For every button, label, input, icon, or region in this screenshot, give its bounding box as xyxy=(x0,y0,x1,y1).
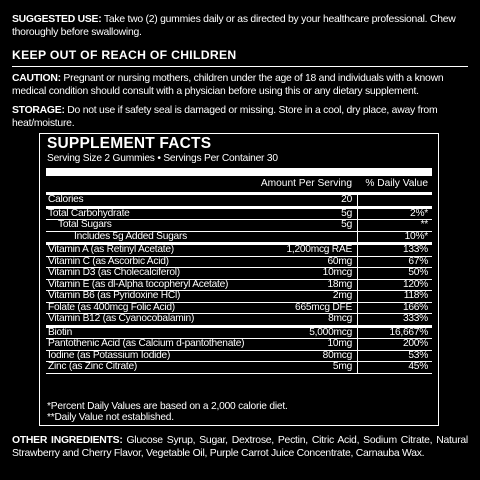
column-separator xyxy=(357,362,358,374)
storage-paragraph xyxy=(12,104,468,130)
facts-title: SUPPLEMENT FACTS xyxy=(47,135,212,152)
column-separator xyxy=(357,339,358,351)
amount-per-serving-header: Amount Per Serving xyxy=(260,178,352,189)
nutrient-daily-value: 45% xyxy=(408,361,428,372)
nutrient-daily-value: 16,667% xyxy=(389,326,428,338)
nutrient-name: Vitamin C (as Ascorbic Acid) xyxy=(48,255,169,267)
nutrient-row xyxy=(46,268,432,280)
nutrient-name: Vitamin E (as dl-Alpha tocopheryl Acetate) xyxy=(48,278,229,290)
nutrient-name: Folate (as 400mcg Folic Acid) xyxy=(48,301,175,313)
nutrient-amount: 5mg xyxy=(332,361,352,372)
nutrient-amount: 1,200mcg RAE xyxy=(286,244,352,255)
nutrient-row xyxy=(46,245,432,257)
column-separator xyxy=(357,245,358,257)
storage-label: STORAGE: xyxy=(12,105,65,116)
column-separator xyxy=(357,220,358,232)
divider xyxy=(12,66,468,67)
column-separator xyxy=(357,195,358,207)
nutrient-amount: 5g xyxy=(341,219,352,230)
other-ingredients-paragraph xyxy=(12,434,468,460)
nutrient-name: Zinc (as Zinc Citrate) xyxy=(48,361,138,372)
nutrient-amount: 10mg xyxy=(327,338,352,349)
facts-thick-bar xyxy=(46,168,432,176)
footnote-not-established: **Daily Value not established. xyxy=(47,412,174,423)
nutrient-name: Vitamin D3 (as Cholecalciferol) xyxy=(48,267,180,278)
caution-paragraph xyxy=(12,72,468,98)
column-separator xyxy=(357,280,358,292)
other-ingredients-text: Glucose Syrup, Sugar, Dextrose, Pectin, Citric Acid, Sodium Citrate, Natural Strawberry and Cherry Flavor, Vegetable Oil, Purple Carrot Juice Concentrate, Carnauba Wax. xyxy=(12,435,468,459)
nutrient-daily-value: 133% xyxy=(402,244,428,255)
nutrient-daily-value: ** xyxy=(420,219,428,230)
nutrient-daily-value: 53% xyxy=(408,349,428,361)
nutrient-row xyxy=(46,220,432,232)
nutrient-name: Vitamin B12 (as Cyanocobalamin) xyxy=(48,313,195,324)
nutrient-daily-value: 50% xyxy=(408,267,428,278)
nutrient-name: Biotin xyxy=(48,326,72,338)
nutrient-amount: 18mg xyxy=(327,278,352,290)
nutrient-name: Iodine (as Potassium Iodide) xyxy=(48,349,171,361)
other-ingredients-label: OTHER INGREDIENTS: xyxy=(12,435,123,446)
nutrient-row xyxy=(46,362,432,374)
nutrient-name: Pantothenic Acid (as Calcium d-pantothenate) xyxy=(48,338,245,349)
caution-label: CAUTION: xyxy=(12,73,61,84)
nutrient-name: Total Carbohydrate xyxy=(48,207,130,219)
suggested-use-label: SUGGESTED USE: xyxy=(12,14,102,25)
nutrient-daily-value: 67% xyxy=(408,255,428,267)
suggested-use-text: Take two (2) gummies daily or as directed by your healthcare professional. Chew thoroughly before swallowing. xyxy=(12,14,456,38)
column-separator xyxy=(357,232,358,244)
column-separator xyxy=(357,303,358,315)
nutrient-amount: 20 xyxy=(341,194,352,205)
nutrient-name: Total Sugars xyxy=(58,219,112,230)
nutrient-amount: 2mg xyxy=(332,290,352,301)
column-separator xyxy=(357,291,358,303)
nutrient-name: Vitamin B6 (as Pyridoxine HCl) xyxy=(48,290,181,301)
nutrient-daily-value: 200% xyxy=(402,338,428,349)
nutrient-amount: 80mcg xyxy=(322,349,352,361)
nutrient-row xyxy=(46,195,432,209)
supplement-facts-panel xyxy=(39,133,439,426)
suggested-use-paragraph xyxy=(12,13,468,39)
nutrient-amount: 5,000mcg xyxy=(309,326,352,338)
column-separator xyxy=(357,268,358,280)
nutrient-daily-value: 10%* xyxy=(404,230,428,242)
facts-column-header xyxy=(46,178,432,191)
warning-heading: KEEP OUT OF REACH OF CHILDREN xyxy=(12,48,237,62)
nutrient-row xyxy=(46,314,432,328)
nutrient-name: Vitamin A (as Retinyl Acetate) xyxy=(48,244,174,255)
storage-text: Do not use if safety seal is damaged or missing. Store in a cool, dry place, away from heat/moisture. xyxy=(12,105,438,129)
column-separator xyxy=(357,257,358,269)
nutrient-daily-value: 2%* xyxy=(410,207,428,219)
nutrient-row xyxy=(46,232,432,246)
nutrient-amount: 60mg xyxy=(327,255,352,267)
serving-info: Serving Size 2 Gummies • Servings Per Container 30 xyxy=(47,153,278,164)
nutrient-daily-value: 166% xyxy=(402,301,428,313)
footnote-daily-value: *Percent Daily Values are based on a 2,000 calorie diet. xyxy=(47,401,288,412)
nutrient-name: Includes 5g Added Sugars xyxy=(74,230,187,242)
column-separator xyxy=(357,314,358,326)
nutrient-name: Calories xyxy=(48,194,84,205)
daily-value-header: % Daily Value xyxy=(365,178,428,189)
nutrient-daily-value: 333% xyxy=(402,313,428,324)
nutrient-amount: 5g xyxy=(341,207,352,219)
nutrient-amount: 8mcg xyxy=(328,313,352,324)
column-separator xyxy=(357,351,358,363)
nutrient-amount: 665mcg DFE xyxy=(295,301,352,313)
nutrient-amount: 10mcg xyxy=(322,267,352,278)
nutrient-row xyxy=(46,339,432,351)
column-separator xyxy=(357,209,358,221)
nutrient-daily-value: 118% xyxy=(403,290,428,301)
caution-text: Pregnant or nursing mothers, children under the age of 18 and individuals with a known medical condition should consult with a physician before using this or any dietary supplement. xyxy=(12,73,444,97)
column-separator xyxy=(357,328,358,340)
nutrient-daily-value: 120% xyxy=(402,278,428,290)
nutrient-row xyxy=(46,291,432,303)
facts-rows xyxy=(46,195,432,374)
